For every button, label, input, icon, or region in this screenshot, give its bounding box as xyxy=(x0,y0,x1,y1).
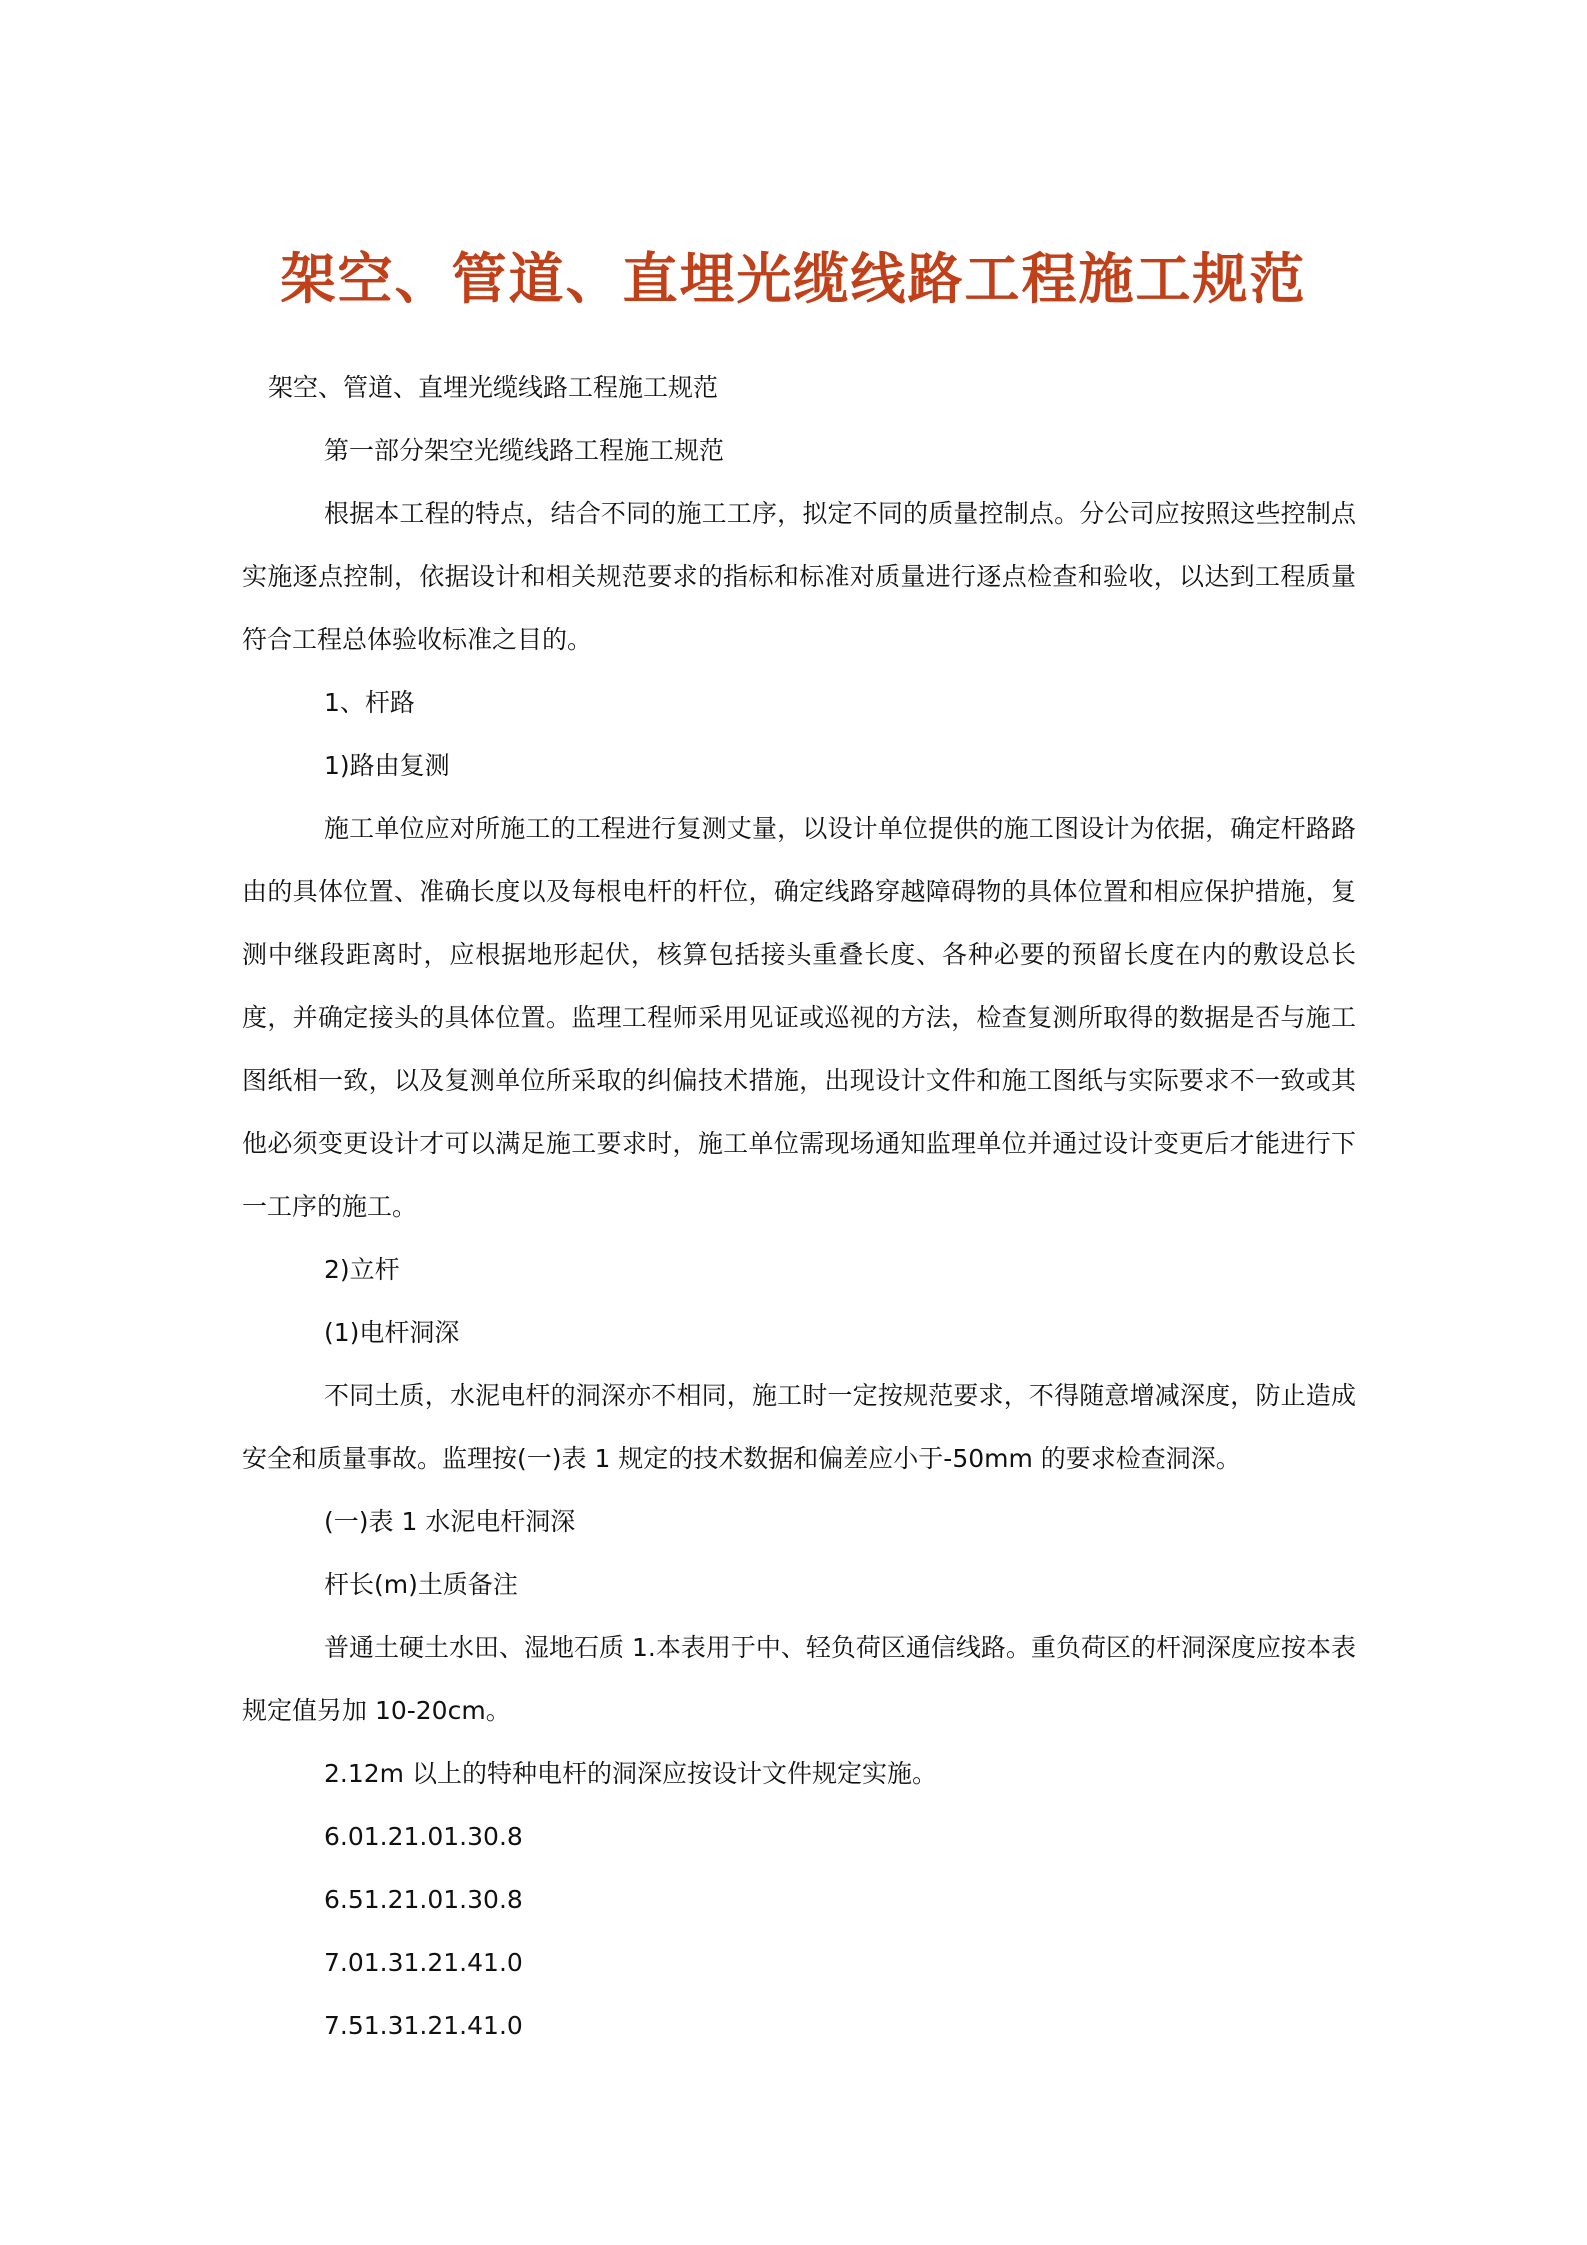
subsection-heading: 1)路由复测 xyxy=(324,751,450,780)
table-data-line: 7.51.31.21.41.0 xyxy=(324,2011,523,2040)
section-heading: 第一部分架空光缆线路工程施工规范 xyxy=(324,436,725,465)
table-note-line: 2.12m 以上的特种电杆的洞深应按设计文件规定实施。 xyxy=(324,1759,937,1788)
table-data-line: 6.01.21.01.30.8 xyxy=(324,1822,523,1851)
table-note-line: 普通土硬土水田、湿地石质 1.本表用于中、轻负荷区通信线路。重负荷区的杆洞深度应按本表规定值另加 10-20cm。 xyxy=(242,1633,1356,1725)
subsection-heading: (1)电杆洞深 xyxy=(324,1318,460,1347)
table-header-line: 杆长(m)土质备注 xyxy=(324,1570,518,1599)
document-body xyxy=(242,356,1356,2057)
paragraph: 施工单位应对所施工的工程进行复测丈量，以设计单位提供的施工图设计为依据，确定杆路路由的具体位置、准确长度以及每根电杆的杆位，确定线路穿越障碍物的具体位置和相应保护措施，复测中继段距离时，应根据地形起伏，核算包括接头重叠长度、各种必要的预留长度在内的敷设总长度，并确定接头的具体位置。监理工程师采用见证或巡视的方法，检查复测所取得的数据是否与施工图纸相一致，以及复测单位所采取的纠偏技术措施，出现设计文件和施工图纸与实际要求不一致或其他必须变更设计才可以满足施工要求时，施工单位需现场通知监理单位并通过设计变更后才能进行下一工序的施工。 xyxy=(242,814,1356,1221)
table-data-line: 6.51.21.01.30.8 xyxy=(324,1885,523,1914)
table-data-line: 7.01.31.21.41.0 xyxy=(324,1948,523,1977)
paragraph: 架空、管道、直埋光缆线路工程施工规范 xyxy=(268,373,719,402)
paragraph: 不同土质，水泥电杆的洞深亦不相同，施工时一定按规范要求，不得随意增减深度，防止造成安全和质量事故。监理按(一)表 1 规定的技术数据和偏差应小于-50mm 的要求检查洞深。 xyxy=(242,1381,1356,1473)
subsection-heading: 1、杆路 xyxy=(324,688,415,717)
subsection-heading: 2)立杆 xyxy=(324,1255,400,1284)
document-title: 架空、管道、直埋光缆线路工程施工规范 xyxy=(280,246,1307,311)
table-caption: (一)表 1 水泥电杆洞深 xyxy=(324,1507,576,1536)
paragraph: 根据本工程的特点，结合不同的施工工序，拟定不同的质量控制点。分公司应按照这些控制点实施逐点控制，依据设计和相关规范要求的指标和标准对质量进行逐点检查和验收，以达到工程质量符合工程总体验收标准之目的。 xyxy=(242,499,1356,654)
